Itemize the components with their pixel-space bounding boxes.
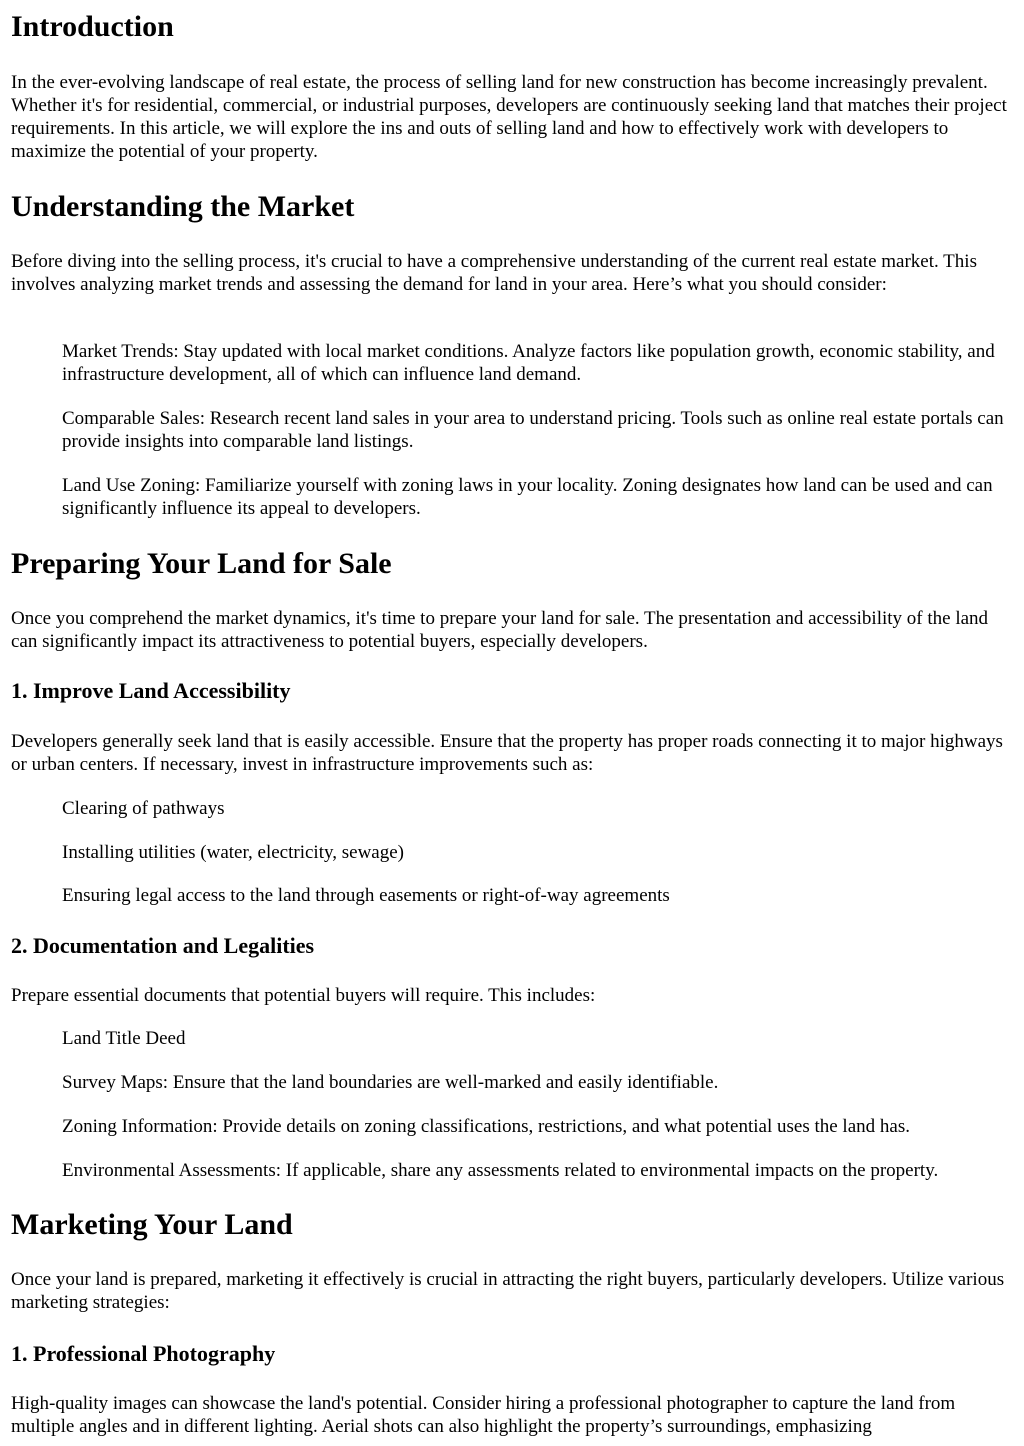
preparing-paragraph: Once you comprehend the market dynamics, it's time to prepare your land for sale. The presentation and accessibility of the land can significantly impact its attractiveness to potential buyers, especially developers. bbox=[11, 608, 989, 652]
heading-improve-accessibility: 1. Improve Land Accessibility bbox=[11, 678, 291, 703]
photography-paragraph: High-quality images can showcase the land's potential. Consider hiring a professional photographer to capture the land from multiple angles and in different lighting. Aerial shots can also highlight the property’s surroundings, emphasizing bbox=[11, 1393, 956, 1437]
list-item-environmental-assessments: Environmental Assessments: If applicable, share any assessments related to environmental impacts on the property. bbox=[62, 1160, 939, 1181]
heading-introduction: Introduction bbox=[11, 10, 174, 43]
list-item-land-use-zoning: Land Use Zoning: Familiarize yourself with zoning laws in your locality. Zoning designates how land can be used and can significantly influence its appeal to developers. bbox=[62, 475, 993, 519]
list-item-installing-utilities: Installing utilities (water, electricity, sewage) bbox=[62, 842, 404, 863]
heading-preparing-land: Preparing Your Land for Sale bbox=[11, 547, 392, 580]
heading-documentation: 2. Documentation and Legalities bbox=[11, 933, 315, 958]
heading-understanding-market: Understanding the Market bbox=[11, 190, 355, 223]
intro-paragraph: In the ever-evolving landscape of real estate, the process of selling land for new construction has become increasingly prevalent. Whether it's for residential, commercial, or industrial purposes, developers are continuously seeking land that matches their project requirements. In this article, we will explore the ins and outs of selling land and how to effectively work with developers to maximize the potential of your property. bbox=[11, 72, 1007, 162]
heading-professional-photography: 1. Professional Photography bbox=[11, 1341, 276, 1366]
documentation-paragraph: Prepare essential documents that potential buyers will require. This includes: bbox=[11, 985, 596, 1006]
market-paragraph: Before diving into the selling process, it's crucial to have a comprehensive understanding of the current real estate market. This involves analyzing market trends and assessing the demand for land in your area. Here’s what you should consider: bbox=[11, 251, 977, 295]
list-item-comparable-sales: Comparable Sales: Research recent land sales in your area to understand pricing. Tools such as online real estate portals can provide insights into comparable land listings. bbox=[62, 408, 1004, 452]
list-item-clearing-pathways: Clearing of pathways bbox=[62, 798, 225, 819]
marketing-paragraph: Once your land is prepared, marketing it effectively is crucial in attracting the right buyers, particularly developers. Utilize various marketing strategies: bbox=[11, 1269, 1005, 1313]
list-item-survey-maps: Survey Maps: Ensure that the land boundaries are well-marked and easily identifiable. bbox=[62, 1072, 719, 1093]
list-item-title-deed: Land Title Deed bbox=[62, 1028, 186, 1049]
list-item-market-trends: Market Trends: Stay updated with local market conditions. Analyze factors like population growth, economic stability, and infrastructure development, all of which can influence land demand. bbox=[62, 341, 995, 385]
list-item-zoning-information: Zoning Information: Provide details on zoning classifications, restrictions, and what potential uses the land has. bbox=[62, 1116, 910, 1137]
accessibility-paragraph: Developers generally seek land that is easily accessible. Ensure that the property has proper roads connecting it to major highways or urban centers. If necessary, invest in infrastructure improvements such as: bbox=[11, 731, 1003, 775]
list-item-legal-access: Ensuring legal access to the land through easements or right-of-way agreements bbox=[62, 885, 670, 906]
heading-marketing-land: Marketing Your Land bbox=[11, 1208, 293, 1241]
